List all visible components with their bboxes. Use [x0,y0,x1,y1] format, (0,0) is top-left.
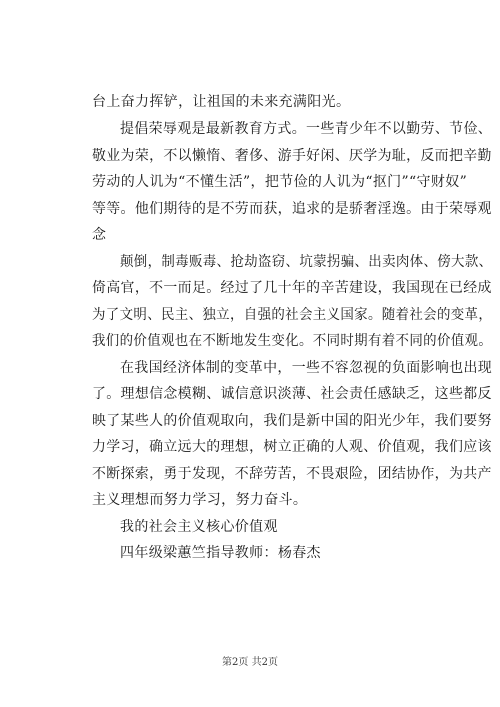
text-line: 颠倒，制毒贩毒、抢劫盗窃、坑蒙拐骗、出卖肉体、傍大款、 [120,254,493,270]
page-number-footer: 第2页 共2页 [222,657,278,668]
text-line: 映了某些人的价值观取向，我们是新中国的阳光少年，我们要努 [92,413,492,429]
text-line: 倚高官，不一而足。经过了几十年的辛苦建设，我国现在已经成 [92,280,492,296]
text-line: 不断探索，勇于发现，不辞劳苦，不畏艰险，团结协作，为共产 [92,466,492,482]
text-line: 等等。他们期待的是不劳而获，追求的是骄奢淫逸。由于荣辱观 [92,201,492,217]
author-line: 四年级梁蕙竺指导教师：杨春杰 [120,545,321,561]
text-line: 念 [92,227,107,243]
text-line: 在我国经济体制的变革中，一些不容忽视的负面影响也出现 [120,360,493,376]
text-line: 敬业为荣，不以懒惰、奢侈、游手好闲、厌学为耻，反而把辛勤 [92,148,492,164]
text-line: 提倡荣辱观是最新教育方式。一些青少年不以勤劳、节俭、 [120,121,493,137]
text-line: 主义理想而努力学习，努力奋斗。 [92,492,308,508]
text-line: 劳动的人讥为“不懂生活”，把节俭的人讥为“抠门”“守财奴” [92,174,468,190]
text-line: 我们的价值观也在不断地发生变化。不同时期有着不同的价值观。 [92,333,493,349]
text-line: 台上奋力挥铲，让祖国的未来充满阳光。 [92,94,351,110]
section-title: 我的社会主义核心价值观 [120,519,278,535]
text-line: 为了文明、民主、独立，自强的社会主义国家。随着社会的变革， [92,307,493,323]
text-line: 力学习，确立远大的理想，树立正确的人观、价值观，我们应该 [92,439,492,455]
text-line: 了。理想信念模糊、诚信意识淡薄、社会责任感缺乏，这些都反 [92,386,492,402]
